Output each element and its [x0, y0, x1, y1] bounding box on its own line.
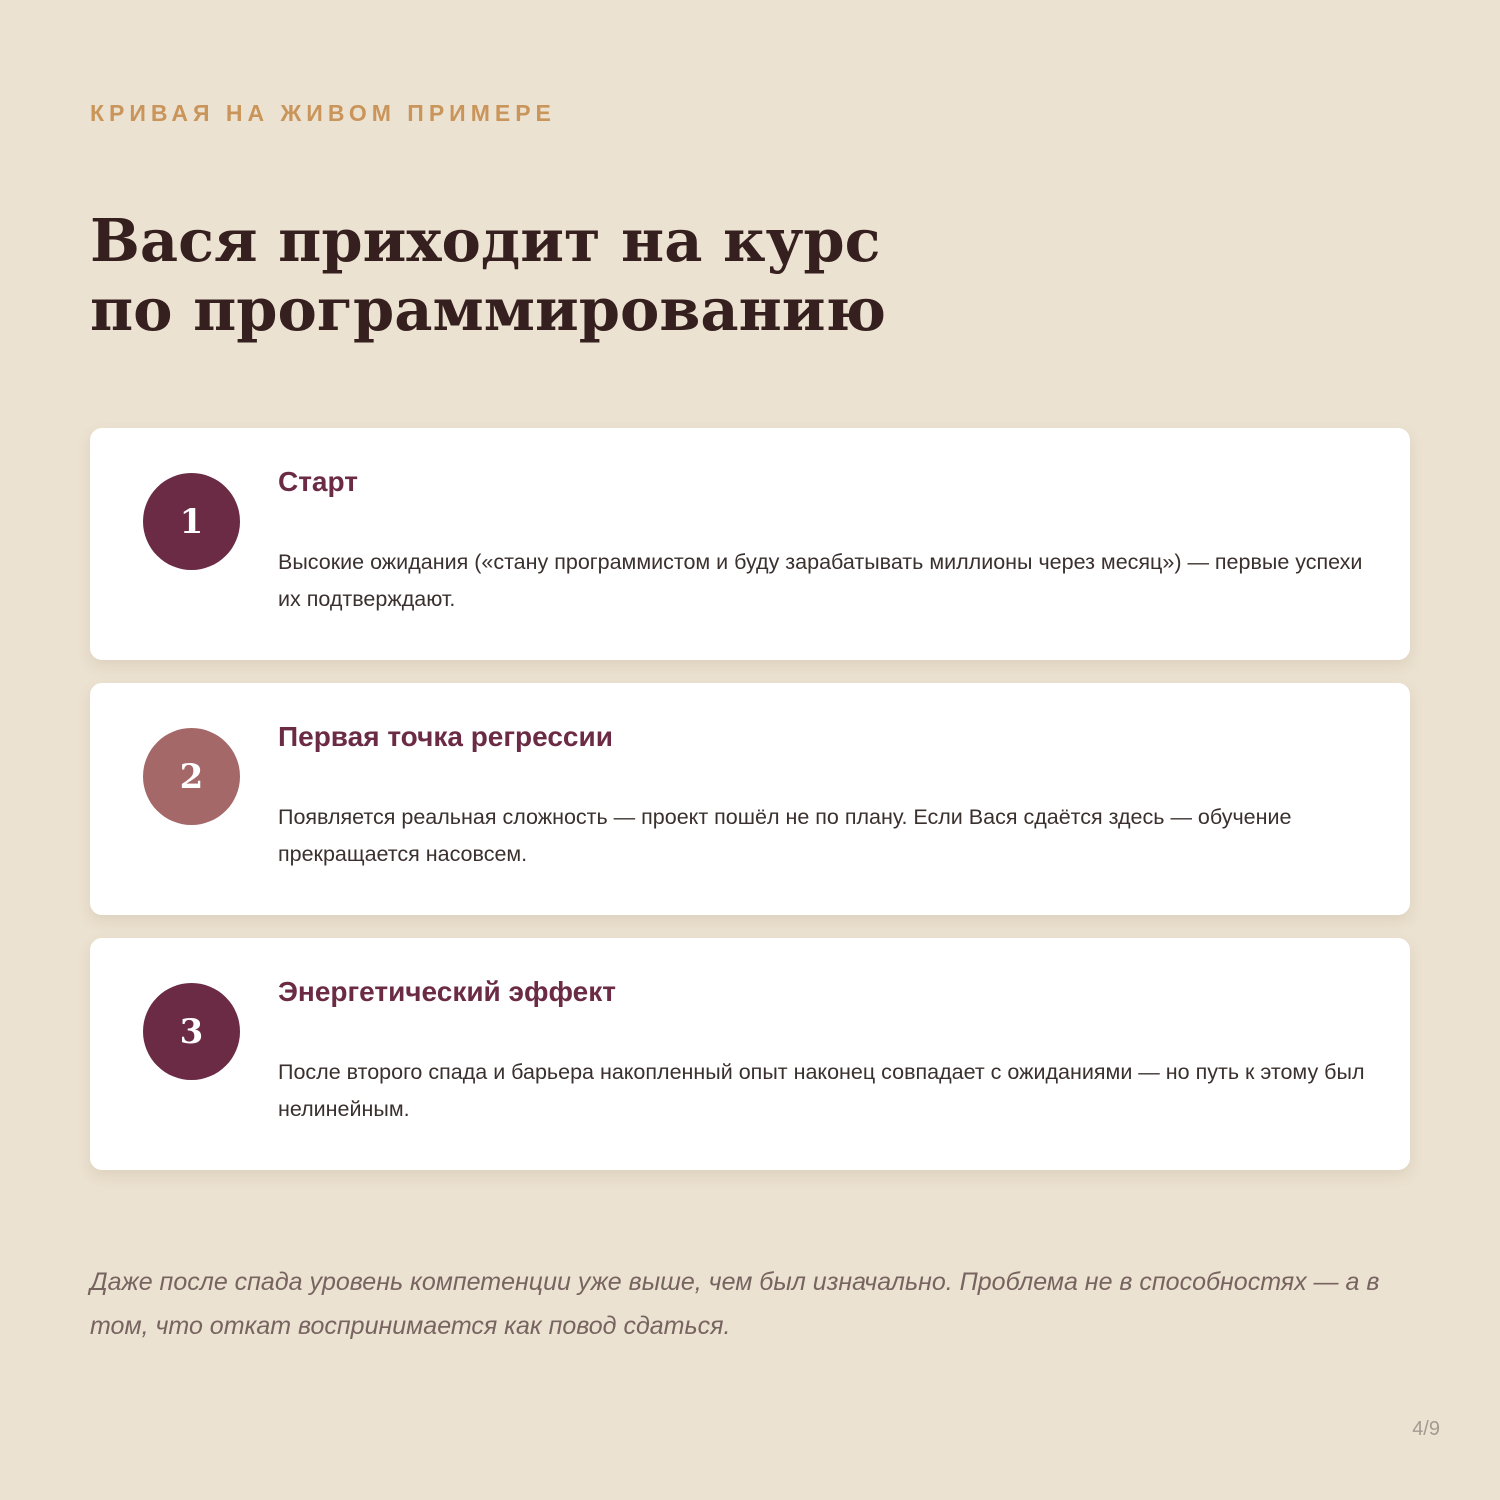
step-title: Первая точка регрессии [278, 721, 613, 752]
page-counter: 4/9 [1412, 1418, 1440, 1440]
summary-note: Даже после спада уровень компетенции уже выше, чем был изначально. Проблема не в способностях — а в том, что откат воспринимается как повод сдаться. [90, 1268, 1380, 1340]
step-description: После второго спада и барьера накопленный опыт наконец совпадает с ожиданиями — но путь к этому был нелинейным. [278, 1060, 1365, 1121]
step-number-badge: 2 [143, 728, 240, 825]
page-title-line-2: по программированию [90, 275, 887, 344]
step-description: Появляется реальная сложность — проект пошёл не по плану. Если Вася сдаётся здесь — обучение прекращается насовсем. [278, 805, 1292, 866]
step-card-3 [90, 938, 1410, 1170]
step-title: Энергетический эффект [278, 976, 616, 1007]
step-title: Старт [278, 466, 358, 497]
page-title-line-1: Вася приходит на курс [90, 206, 881, 275]
section-eyebrow: КРИВАЯ НА ЖИВОМ ПРИМЕРЕ [90, 100, 556, 126]
page-title [90, 206, 1190, 344]
step-description: Высокие ожидания («стану программистом и буду зарабатывать миллионы через месяц») — первые успехи их подтверждают. [278, 550, 1363, 611]
step-number-badge: 1 [143, 473, 240, 570]
step-card-1 [90, 428, 1410, 660]
steps-list [90, 428, 1410, 1170]
step-card-2 [90, 683, 1410, 915]
step-number-badge: 3 [143, 983, 240, 1080]
